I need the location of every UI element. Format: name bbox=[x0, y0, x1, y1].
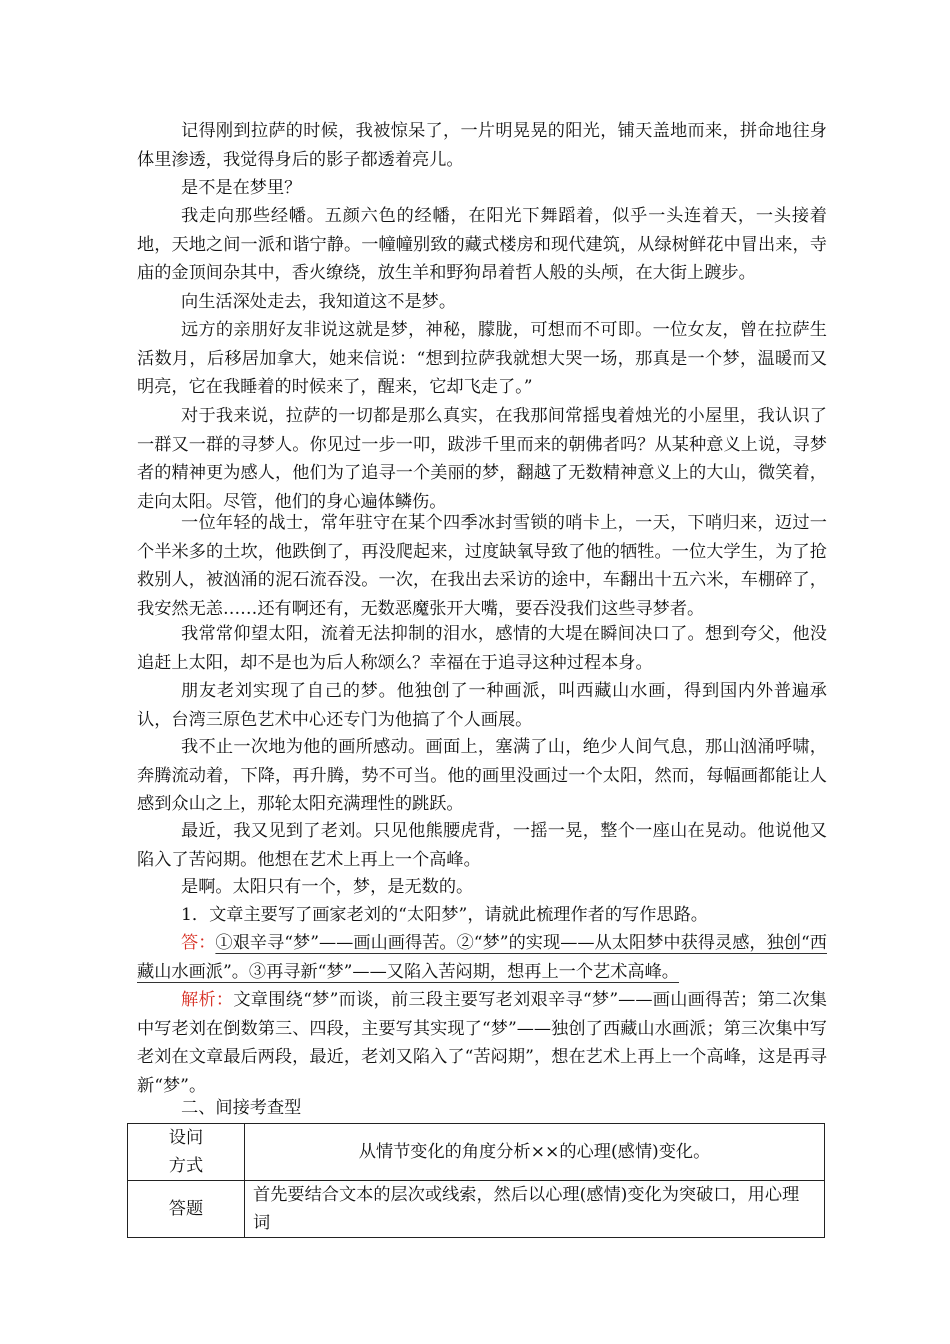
section-heading: 二、间接考查型 bbox=[181, 1098, 302, 1118]
paragraph-1: 记得刚到拉萨的时候，我被惊呆了，一片明晃晃的阳光，铺天盖地而来，拼命地往身体里渗透，我觉得身后的影子都透着亮儿。 bbox=[137, 121, 827, 170]
table-row bbox=[128, 1181, 825, 1238]
analysis-text: 文章围绕“梦”而谈，前三段主要写老刘艰辛寻“梦”——画山画得苦；第二次集中写老刘在倒数第三、四段，主要写其实现了“梦”——独创了西藏山水画派；第三次集中写老刘在文章最后两段，最近，老刘又陷入了“苦闷期”，想在艺术上再上一个高峰，这是再寻新“梦”。 bbox=[137, 990, 827, 1096]
paragraph-8: 我常常仰望太阳，流着无法抑制的泪水，感情的大堤在瞬间决口了。想到夸父，他没追赶上太阳，却不是也为后人称颂么？幸福在于追寻这种过程本身。 bbox=[137, 624, 827, 673]
paragraph-10: 我不止一次地为他的画所感动。画面上，塞满了山，绝少人间气息，那山汹涌呼啸，奔腾流动着，下降，再升腾，势不可当。他的画里没画过一个太阳，然而，每幅画都能让人感到众山之上，那轮太阳充满理性的跳跃。 bbox=[137, 737, 827, 814]
paragraph-12: 是啊。太阳只有一个，梦，是无数的。 bbox=[181, 877, 474, 897]
method-table bbox=[127, 1123, 825, 1238]
answer-block bbox=[137, 929, 827, 986]
answer-label: 答： bbox=[181, 933, 216, 953]
paragraph-6: 对于我来说，拉萨的一切都是那么真实，在我那间常摇曳着烛光的小屋里，我认识了一群又一群的寻梦人。你见过一步一叩，跋涉千里而来的朝佛者吗？从某种意义上说，寻梦者的精神更为感人，他们为了追寻一个美丽的梦，翻越了无数精神意义上的大山，微笑着，走向太阳。尽管，他们的身心遍体鳞伤。 bbox=[137, 406, 827, 512]
paragraph-7: 一位年轻的战士，常年驻守在某个四季冰封雪锁的哨卡上，一天，下哨归来，迈过一个半米多的土坎，他跌倒了，再没爬起来，过度缺氧导致了他的牺牲。一位大学生，为了抢救别人，被汹涌的泥石流吞没。一次，在我出去采访的途中，车翻出十五六米，车棚碎了，我安然无恙……还有啊还有，无数恶魔张开大嘴，要吞没我们这些寻梦者。 bbox=[137, 513, 827, 619]
paragraph-3: 我走向那些经幡。五颜六色的经幡，在阳光下舞蹈着，似乎一头连着天，一头接着地，天地之间一派和谐宁静。一幢幢别致的藏式楼房和现代建筑，从绿树鲜花中冒出来，寺庙的金顶间杂其中，香火缭绕，放生羊和野狗昂着哲人般的头颅，在大街上踱步。 bbox=[137, 206, 827, 283]
analysis-label: 解析： bbox=[181, 990, 234, 1010]
paragraph-5: 远方的亲朋好友非说这就是梦，神秘，朦胧，可想而不可即。一位女友，曾在拉萨生活数月，后移居加拿大，她来信说：“想到拉萨我就想大哭一场，那真是一个梦，温暖而又明亮，它在我睡着的时候来了，醒来，它却飞走了。” bbox=[137, 320, 827, 397]
paragraph-2: 是不是在梦里？ bbox=[181, 178, 302, 198]
table-label-cell: 答题 bbox=[128, 1181, 245, 1238]
question-1: 1．文章主要写了画家老刘的“太阳梦”，请就此梳理作者的写作思路。 bbox=[181, 905, 708, 925]
analysis-block bbox=[137, 986, 827, 1100]
table-content-cell: 首先要结合文本的层次或线索，然后以心理(感情)变化为突破口，用心理词 bbox=[245, 1181, 825, 1238]
table-row1-label: 设问方式 bbox=[168, 1128, 204, 1176]
table-content-cell: 从情节变化的角度分析××的心理(感情)变化。 bbox=[245, 1124, 825, 1181]
paragraph-9: 朋友老刘实现了自己的梦。他独创了一种画派，叫西藏山水画，得到国内外普遍承认，台湾三原色艺术中心还专门为他搞了个人画展。 bbox=[137, 681, 827, 730]
paragraph-4: 向生活深处走去，我知道这不是梦。 bbox=[181, 292, 457, 312]
answer-text: ①艰辛寻“梦”——画山画得苦。②“梦”的实现——从太阳梦中获得灵感，独创“西藏山水画派”。③再寻新“梦”——又陷入苦闷期，想再上一个艺术高峰。 bbox=[137, 933, 827, 982]
paragraph-11: 最近，我又见到了老刘。只见他熊腰虎背，一摇一晃，整个一座山在晃动。他说他又陷入了苦闷期。他想在艺术上再上一个高峰。 bbox=[137, 821, 827, 870]
table-row bbox=[128, 1124, 825, 1181]
table-label-cell bbox=[128, 1124, 245, 1181]
